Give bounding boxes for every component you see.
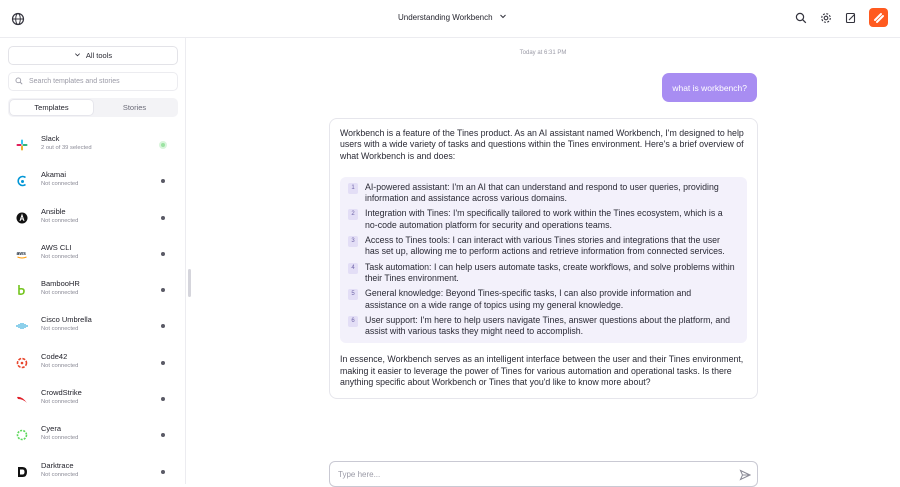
message-timestamp: Today at 6:31 PM [519,50,567,56]
code42-icon [16,357,28,369]
aws-icon [16,248,28,260]
tool-item-crowdstrike[interactable] [0,384,178,420]
chevron-down-icon [499,12,507,22]
tool-status: Not connected [41,435,79,442]
tool-name: Ansible [41,206,66,216]
tool-status: Not connected [41,181,79,188]
status-dot [161,361,165,365]
bamboohr-icon [16,284,28,296]
tool-item-aws-cli[interactable] [0,239,178,275]
point-text: User support: I'm here to help users navigate Tines, answer questions about the platform, and assist with various tasks they might need to accomplish. [365,314,730,337]
tool-status: Not connected [41,253,79,260]
all-tools-dropdown[interactable] [8,46,178,65]
globe-icon[interactable] [11,12,25,26]
tab-stories[interactable]: Stories [122,103,147,112]
point-number: 2 [348,209,358,220]
gear-icon[interactable] [819,11,832,24]
akamai-icon [16,175,28,187]
svg-text:aws: aws [16,250,26,257]
point-number: 6 [348,316,358,327]
tool-name: Darktrace [41,460,74,470]
assistant-message [329,118,758,399]
tool-name: AWS CLI [41,242,72,252]
search-placeholder: Search templates and stories [29,78,120,85]
tool-status: Not connected [41,471,79,478]
chevron-down-icon [74,51,81,60]
tool-name: Slack [41,134,60,143]
status-dot [161,288,165,292]
conversation-title-dropdown[interactable] [398,12,507,22]
status-dot [161,179,165,183]
status-dot [161,470,165,474]
tool-name: BambooHR [41,279,80,289]
tool-item-ansible[interactable] [0,203,178,239]
tool-name: Code42 [41,351,68,361]
sidebar-tabs [8,98,178,117]
point-text: Integration with Tines: I'm specifically tailored to work within the Tines ecosystem, which is a no-code automation platform for security and operations teams. [365,208,723,230]
tool-status: Not connected [41,362,79,369]
cisco-icon [16,320,28,332]
list-item [348,182,735,205]
crowdstrike-icon [16,393,28,405]
search-icon [15,77,23,87]
tool-list [0,130,178,484]
list-item [348,315,735,338]
slack-icon [16,139,28,151]
tool-item-darktrace[interactable] [0,457,178,484]
tool-item-cisco-umbrella[interactable] [0,311,178,347]
tool-name: Cyera [41,424,62,434]
list-item [348,235,735,258]
ansible-icon [16,212,28,224]
all-tools-label: All tools [85,51,113,60]
point-text: Access to Tines tools: I can interact with various Tines stories and integrations that the user has set up, allowing me to perform actions and retrieve information from connected services. [365,235,725,257]
list-item [348,288,735,311]
point-number: 4 [348,263,358,274]
message-input[interactable] [338,470,718,479]
answer-points-list [340,177,747,344]
darktrace-icon [16,466,28,478]
tool-status: Not connected [41,290,79,297]
answer-intro: Workbench is a feature of the Tines product. As an AI assistant named Workbench, I'm designed to help users with a wide variety of tasks and questions within the Tines environment. Here's a brief overview of what Workbench is and does: [340,128,744,161]
tool-status: Not connected [41,217,79,224]
cyera-icon [16,429,28,441]
tool-item-cyera[interactable] [0,420,178,456]
answer-closing: In essence, Workbench serves as an intelligent interface between the user and their Tines environment, making it easier to leverage the power of Tines for various automation and operational tasks. Is there anything specific about Workbench or Tines that you'd like to know more about? [340,354,744,388]
tool-status: 2 out of 39 selected [41,145,92,151]
status-dot [161,397,165,401]
tool-status: Not connected [41,326,79,333]
connected-indicator [159,141,167,149]
message-composer[interactable] [329,461,758,487]
tool-name: CrowdStrike [41,388,82,398]
edit-note-icon[interactable] [844,11,857,24]
point-text: Task automation: I can help users automate tasks, create workflows, and solve problems within their Tines environment. [365,261,735,283]
point-number: 5 [348,289,358,300]
status-dot [161,252,165,256]
point-number: 3 [348,236,358,247]
status-dot [161,216,165,220]
tool-item-bamboohr[interactable] [0,275,178,311]
point-text: AI-powered assistant: I'm an AI that can understand and respond to user queries, providing information and assistance across various domains. [365,181,719,204]
point-text: General knowledge: Beyond Tines-specific tasks, I can also provide information and assistance on a wide range of topics using my general knowledge. [365,288,692,310]
status-dot [161,433,165,437]
tool-item-slack[interactable] [0,130,178,166]
tool-name: Akamai [41,170,67,180]
tools-sidebar [0,38,186,484]
top-bar [0,0,900,38]
list-item [348,262,735,285]
tool-item-code42[interactable] [0,348,178,384]
template-search-field[interactable] [8,72,178,91]
user-message: what is workbench? [662,73,757,102]
send-icon[interactable] [739,468,751,480]
point-number: 1 [348,183,358,194]
list-item [348,208,735,231]
tool-status: Not connected [41,399,79,406]
tines-logo[interactable] [869,8,888,27]
chat-panel [186,38,900,484]
status-dot [161,324,165,328]
tool-name: Cisco Umbrella [41,315,92,325]
tab-templates[interactable]: Templates [10,100,93,115]
search-icon[interactable] [794,11,807,24]
conversation-title: Understanding Workbench [398,12,493,22]
tool-item-akamai[interactable] [0,166,178,202]
